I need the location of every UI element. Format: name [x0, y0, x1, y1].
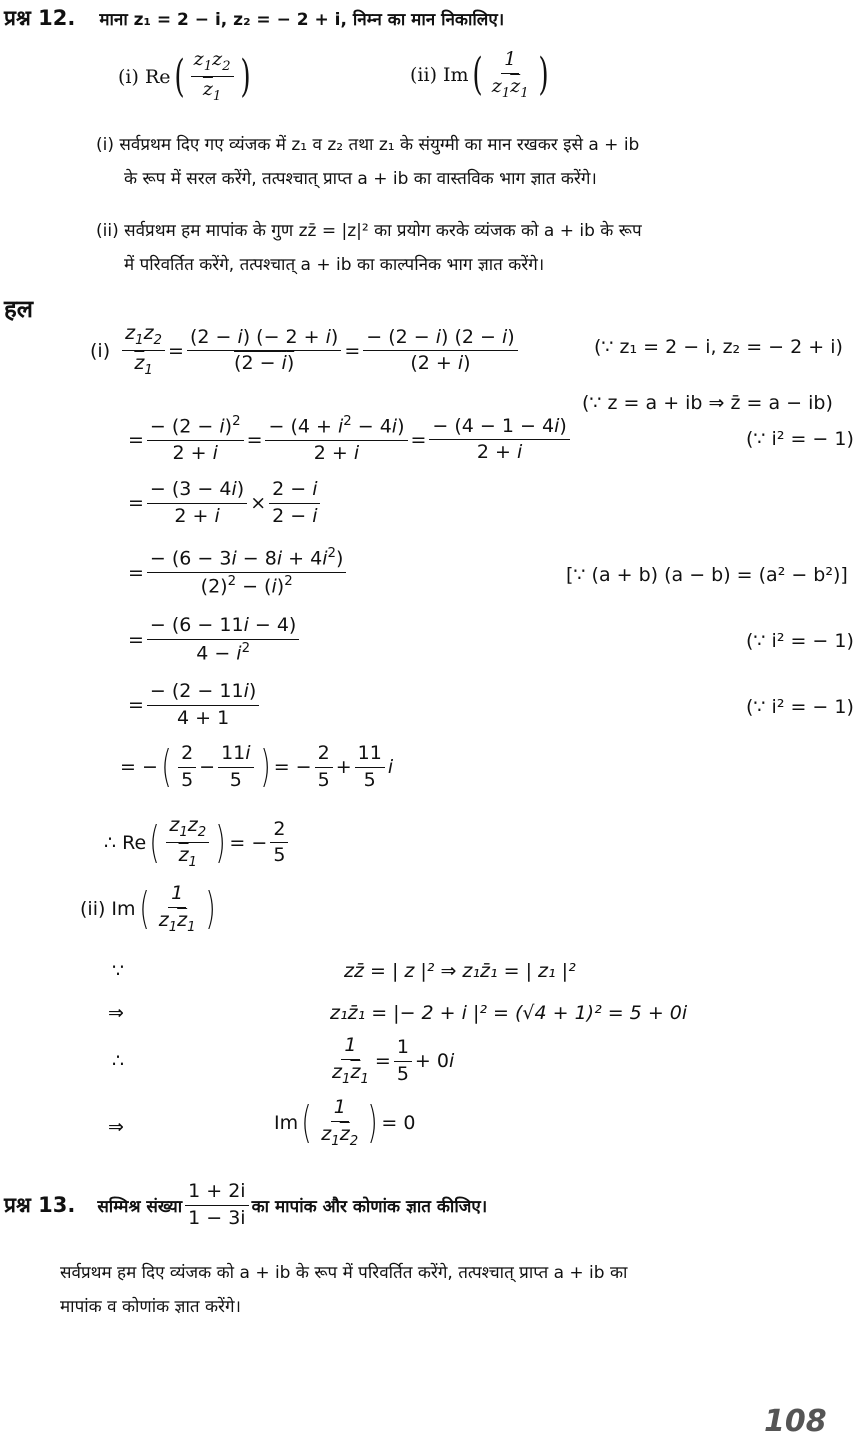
reason-1: (∵ z₁ = 2 − i, z₂ = − 2 + i) [594, 336, 843, 358]
solution-step-2: = $\frac{- (2 - i)^2}{2 + i}$ = $\frac{- (4 + i^2 - 4i)}{2 + i}$ = $\frac{- (4 - 1 - 4i)}{2 + i}$ [128, 414, 573, 466]
part-ii-expression: (ii) Im ( $\frac{1}{z_1\overline{z}_1}$ ) [80, 882, 216, 935]
reason-4: [∵ (a + b) (a − b) = (a² − b²)] [566, 564, 848, 586]
part-i-marker: (i) [90, 339, 111, 362]
reason-5: (∵ i² = − 1) [746, 630, 854, 652]
question-13-fraction: $\frac{1 + 2i}{1 - 3i}$ [185, 1180, 248, 1231]
question-12-part-ii: (ii) Im ( $\frac{1}{z_1\overline{z}_1}$ ) [410, 48, 549, 101]
solution-step-3: = $\frac{- (3 - 4i)}{2 + i}$ × $\frac{2 - i}{2 - i}$ [128, 478, 323, 529]
therefore-symbol: ∴ [112, 1050, 125, 1072]
part-ii-fraction: $\frac{1}{z_1\overline{z}_1}$ [491, 48, 529, 101]
implies-symbol-1: ⇒ [108, 1002, 124, 1024]
line-d-result: = 0 [381, 1112, 416, 1135]
question-12-label: प्रश्न 12. [4, 6, 76, 30]
q13-hint-line-2: मापांक व कोणांक ज्ञात करेंगे। [60, 1297, 241, 1317]
question-12-part-i: (i) Re ( $\frac{z_1z_2}{\overline{z}_1}$ ) [118, 48, 251, 105]
part-ii-marker: (ii) Im [80, 898, 136, 921]
reason-2: (∵ z = a + ib ⇒ z̄ = a − ib) [582, 392, 833, 414]
solution-heading: हल [4, 295, 34, 323]
part-i-label: (i) Re [118, 65, 171, 88]
question-13-label: प्रश्न 13. [4, 1193, 76, 1218]
question-13 [4, 1180, 487, 1231]
part-i-fraction: $\frac{z_1z_2}{\overline{z}_1}$ [191, 48, 234, 106]
page-number: 108 [764, 1404, 827, 1439]
solution-step-4: = $\frac{- (6 - 3i - 8i + 4i^2)}{(2)^2 - (i)^2}$ [128, 546, 349, 599]
line-c: $\frac{1}{z_1\overline{z}_1}$ = $\frac{1}{5}$ + 0i [332, 1034, 455, 1087]
solution-step-5: = $\frac{- (6 - 11i - 4)}{4 - i^2}$ [128, 614, 302, 666]
since-symbol: ∵ [112, 960, 125, 982]
q13-hint-line-1: सर्वप्रथम हम दिए व्यंजक को a + ib के रूप में परिवर्तित करेंगे, तत्पश्चात् प्राप्त a + ib का [60, 1263, 628, 1283]
implies-symbol-2: ⇒ [108, 1116, 124, 1138]
reason-6: (∵ i² = − 1) [746, 696, 854, 718]
reason-3: (∵ i² = − 1) [746, 428, 854, 450]
question-13-prefix: सम्मिश्र संख्या [97, 1196, 183, 1217]
solution-step-7: = − ( $\frac{2}{5}$ − $\frac{11i}{5}$ ) = − $\frac{2}{5}$ + $\frac{11}{5}$ i [120, 741, 394, 793]
hint-ii-line-2: में परिवर्तित करेंगे, तत्पश्चात् a + ib का काल्पनिक भाग ज्ञात करेंगे। [124, 255, 545, 275]
re-result: ∴ Re ( $\frac{z_1z_2}{\overline{z}_1}$ ) = − $\frac{2}{5}$ [104, 814, 291, 872]
question-12-statement: माना z₁ = 2 − i, z₂ = − 2 + i, निम्न का मान निकालिए। [99, 9, 505, 30]
line-d: Im ( $\frac{1}{z_1\overline{z}_2}$ ) = 0 [274, 1096, 416, 1149]
question-13-suffix: का मापांक और कोणांक ज्ञात कीजिए। [251, 1196, 488, 1217]
solution-step-1: (i) $\frac{z_1z_2}{\overline{z}_1}$ = $\frac{(2 - i) (- 2 + i)}{(2 - i)}$ = $\frac{- (2 - i) (2 - i)}{(2 + i)}$ [90, 322, 521, 380]
line-b: z₁z̄₁ = |− 2 + i |² = (√4 + 1)² = 5 + 0i [330, 1002, 688, 1024]
hint-i-line-2: के रूप में सरल करेंगे, तत्पश्चात् प्राप्त a + ib का वास्तविक भाग ज्ञात करेंगे। [124, 169, 597, 189]
hint-ii-line-1: (ii) सर्वप्रथम हम मापांक के गुण zz̄ = |z|² का प्रयोग करके व्यंजक को a + ib के रूप [96, 221, 642, 241]
question-12 [4, 4, 504, 32]
line-a: zz̄ = | z |² ⇒ z₁z̄₁ = | z₁ |² [344, 960, 576, 982]
therefore-re-label: ∴ Re [104, 831, 147, 854]
part-ii-label: (ii) Im [410, 64, 469, 87]
re-result-eq: = − [229, 831, 268, 854]
solution-step-6: = $\frac{- (2 - 11i)}{4 + 1}$ [128, 680, 262, 731]
hint-i-line-1: (i) सर्वप्रथम दिए गए व्यंजक में z₁ व z₂ तथा z₁ के संयुग्मी का मान रखकर इसे a + ib [96, 135, 640, 155]
